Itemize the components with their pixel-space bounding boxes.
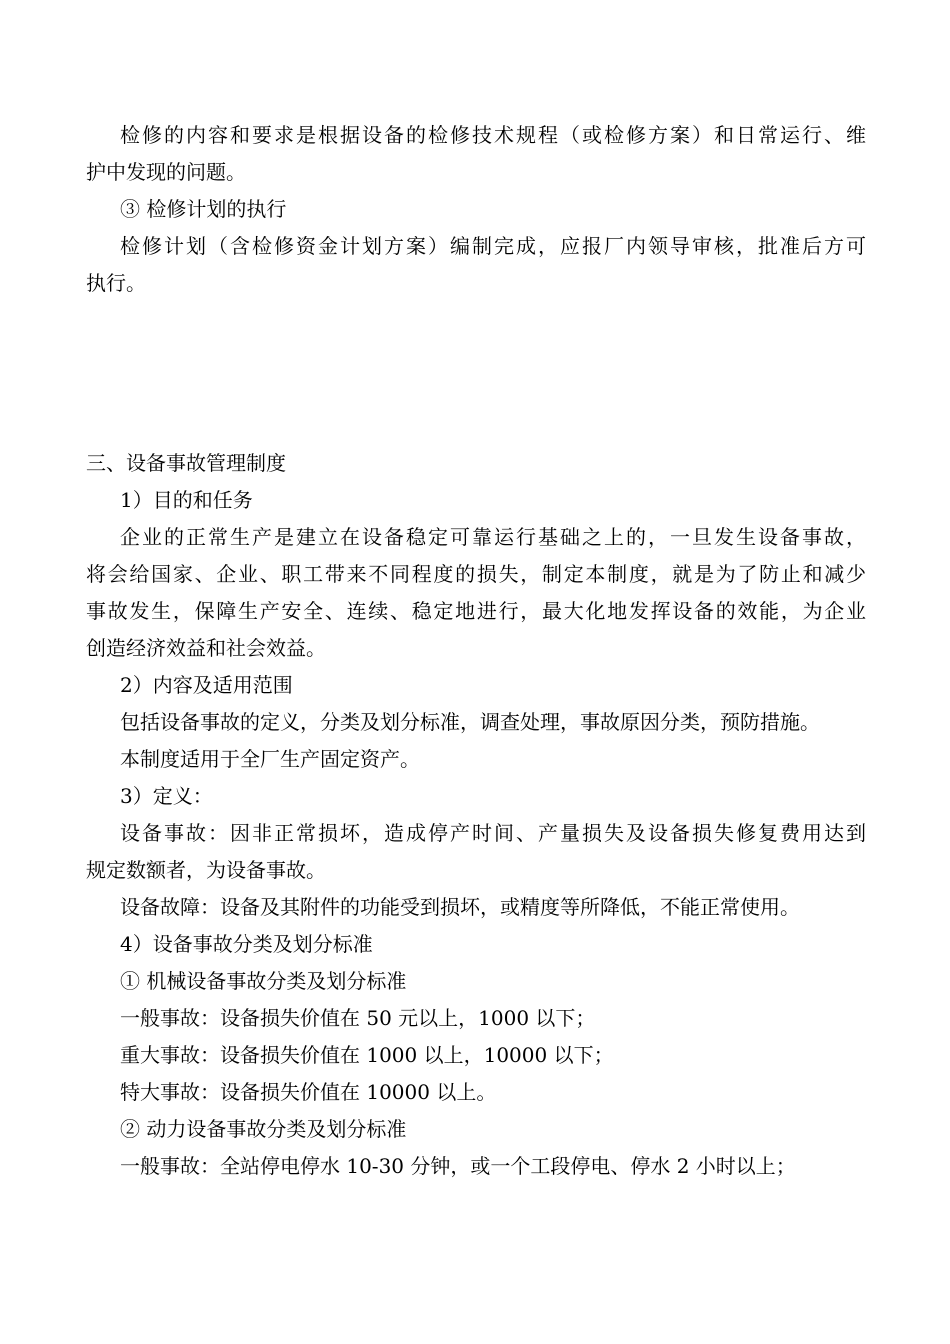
paragraph-line: 设备事故：因非正常损坏，造成停产时间、产量损失及设备损失修复费用达到 xyxy=(120,821,866,845)
paragraph-line: 检修计划（含检修资金计划方案）编制完成，应报厂内领导审核，批准后方可 xyxy=(120,234,866,258)
paragraph-line: 事故发生，保障生产安全、连续、稳定地进行，最大化地发挥设备的效能，为企业 xyxy=(86,599,866,623)
paragraph-line: 企业的正常生产是建立在设备稳定可靠运行基础之上的，一旦发生设备事故， xyxy=(120,525,866,549)
paragraph-line: 本制度适用于全厂生产固定资产。 xyxy=(120,747,420,771)
subheading-definition: 3）定义： xyxy=(120,784,213,808)
paragraph-line: 包括设备事故的定义，分类及划分标准，调查处理，事故原因分类，预防措施。 xyxy=(120,710,820,734)
paragraph-line: 创造经济效益和社会效益。 xyxy=(86,636,326,660)
paragraph-line: 将会给国家、企业、职工带来不同程度的损失，制定本制度，就是为了防止和减少 xyxy=(86,562,866,586)
subheading-power: ② 动力设备事故分类及划分标准 xyxy=(120,1117,407,1141)
paragraph-line: 执行。 xyxy=(86,271,146,295)
subheading-plan-execution: ③ 检修计划的执行 xyxy=(120,197,287,221)
subheading-mechanical: ① 机械设备事故分类及划分标准 xyxy=(120,969,407,993)
list-item: 重大事故：设备损失价值在 1000 以上，10000 以下； xyxy=(120,1043,614,1067)
paragraph-line: 检修的内容和要求是根据设备的检修技术规程（或检修方案）和日常运行、维 xyxy=(120,123,866,147)
section-heading: 三、设备事故管理制度 xyxy=(86,451,286,475)
paragraph-line: 护中发现的问题。 xyxy=(86,160,246,184)
subheading-scope: 2）内容及适用范围 xyxy=(120,673,293,697)
subheading-purpose: 1）目的和任务 xyxy=(120,488,253,512)
paragraph-line: 设备故障：设备及其附件的功能受到损坏，或精度等所降低，不能正常使用。 xyxy=(120,895,800,919)
paragraph-line: 规定数额者，为设备事故。 xyxy=(86,858,326,882)
subheading-classification: 4）设备事故分类及划分标准 xyxy=(120,932,373,956)
list-item: 一般事故：全站停电停水 10-30 分钟，或一个工段停电、停水 2 小时以上； xyxy=(120,1154,796,1178)
list-item: 特大事故：设备损失价值在 10000 以上。 xyxy=(120,1080,497,1104)
list-item: 一般事故：设备损失价值在 50 元以上，1000 以下； xyxy=(120,1006,596,1030)
